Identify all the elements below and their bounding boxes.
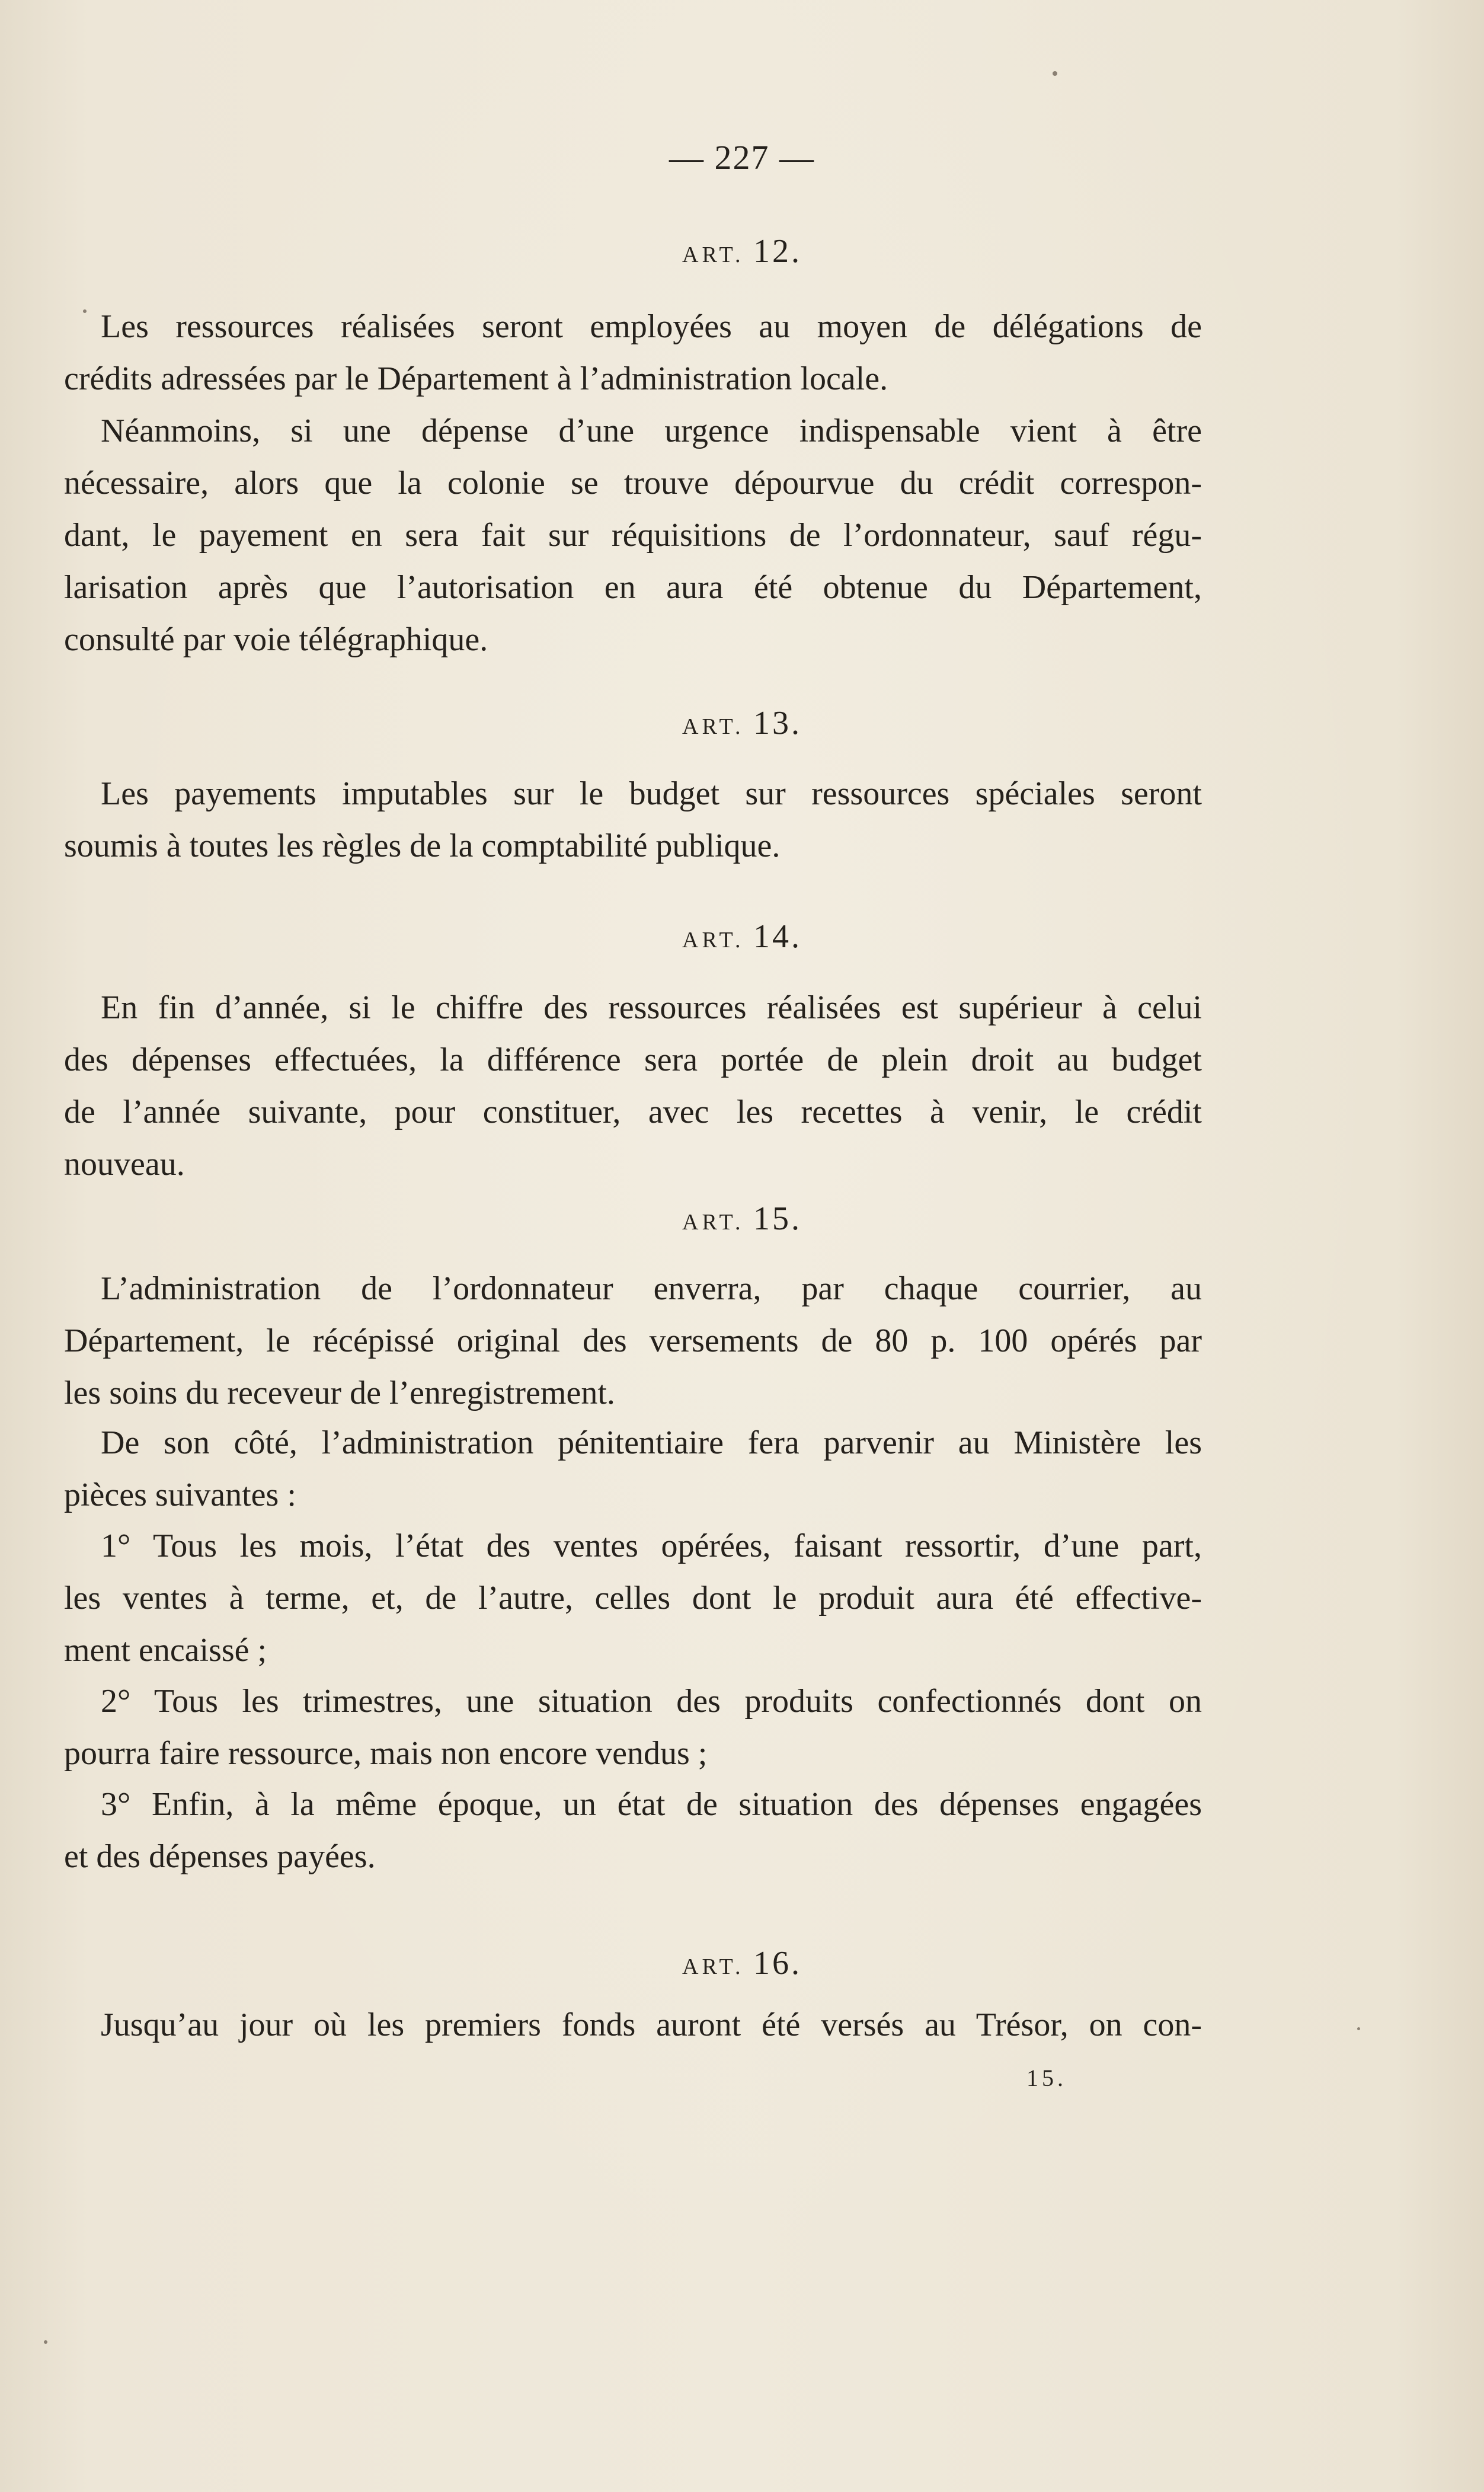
article-heading — [0, 1944, 1484, 1982]
text-line: et des dépenses payées. — [64, 1838, 376, 1875]
article-paragraph — [64, 1778, 1202, 1883]
text-line: soumis à toutes les règles de la comptabilité publique. — [64, 828, 781, 864]
article-label: ART. — [682, 242, 744, 267]
text-line: nécessaire, alors que la colonie se trouve dépourvue du crédit correspon- — [64, 465, 1202, 501]
text-line: pourra faire ressource, mais non encore vendus ; — [64, 1735, 708, 1772]
text-line: crédits adressées par le Département à l’administration locale. — [64, 360, 888, 397]
article-label: ART. — [682, 928, 744, 953]
article-label: ART. — [682, 1210, 744, 1235]
text-line: 1° Tous les mois, l’état des ventes opérées, faisant ressortir, d’une part, — [101, 1528, 1202, 1564]
article-number: 15. — [753, 1200, 802, 1237]
article-paragraph — [64, 768, 1202, 872]
paper-speck — [1357, 2027, 1360, 2030]
text-line: ment encaissé ; — [64, 1632, 267, 1669]
article-paragraph — [64, 1675, 1202, 1779]
text-line: L’administration de l’ordonnateur enverra, par chaque courrier, au — [101, 1270, 1202, 1307]
paper-speck — [1053, 71, 1057, 76]
signature-mark: 15. — [1026, 2065, 1067, 2091]
text-line: larisation après que l’autorisation en aura été obtenue du Département, — [64, 569, 1202, 606]
text-line: 3° Enfin, à la même époque, un état de situation des dépenses engagées — [101, 1786, 1202, 1823]
article-label: ART. — [682, 1954, 744, 1979]
page-number: — 227 — — [669, 138, 815, 177]
text-line: Les payements imputables sur le budget sur ressources spéciales seront — [101, 775, 1202, 812]
article-paragraph — [64, 1999, 1202, 2051]
text-line: consulté par voie télégraphique. — [64, 621, 488, 658]
text-line: les soins du receveur de l’enregistrement. — [64, 1375, 615, 1411]
article-paragraph — [64, 1263, 1202, 1419]
article-paragraph — [64, 1520, 1202, 1676]
text-line: pièces suivantes : — [64, 1477, 296, 1513]
article-heading — [0, 232, 1484, 270]
article-number: 14. — [753, 918, 802, 955]
text-line: les ventes à terme, et, de l’autre, celles dont le produit aura été effective- — [64, 1580, 1202, 1616]
article-paragraph — [64, 1417, 1202, 1521]
article-paragraph — [64, 301, 1202, 405]
text-line: dant, le payement en sera fait sur réquisitions de l’ordonnateur, sauf régu- — [64, 517, 1202, 554]
text-line: Néanmoins, si une dépense d’une urgence indispensable vient à être — [101, 413, 1202, 449]
text-line: 2° Tous les trimestres, une situation des produits confectionnés dont on — [101, 1683, 1202, 1720]
paper-speck — [44, 2340, 47, 2344]
article-heading — [0, 918, 1484, 956]
text-line: Département, le récépissé original des versements de 80 p. 100 opérés par — [64, 1322, 1202, 1359]
text-line: de l’année suivante, pour constituer, avec les recettes à venir, le crédit — [64, 1094, 1202, 1130]
text-line: Les ressources réalisées seront employées au moyen de délégations de — [101, 308, 1202, 345]
text-line: des dépenses effectuées, la différence sera portée de plein droit au budget — [64, 1041, 1202, 1078]
article-number: 13. — [753, 705, 802, 742]
article-number: 12. — [753, 233, 802, 270]
article-heading — [0, 1200, 1484, 1238]
article-paragraph — [64, 982, 1202, 1190]
text-line: nouveau. — [64, 1146, 185, 1183]
paper-speck — [83, 309, 87, 313]
text-line: En fin d’année, si le chiffre des ressources réalisées est supérieur à celui — [101, 989, 1202, 1026]
article-paragraph — [64, 405, 1202, 666]
article-heading — [0, 704, 1484, 742]
text-line: De son côté, l’administration pénitentiaire fera parvenir au Ministère les — [101, 1424, 1202, 1461]
article-label: ART. — [682, 714, 744, 739]
text-line: Jusqu’au jour où les premiers fonds auront été versés au Trésor, on con- — [101, 2007, 1202, 2043]
article-number: 16. — [753, 1945, 802, 1982]
